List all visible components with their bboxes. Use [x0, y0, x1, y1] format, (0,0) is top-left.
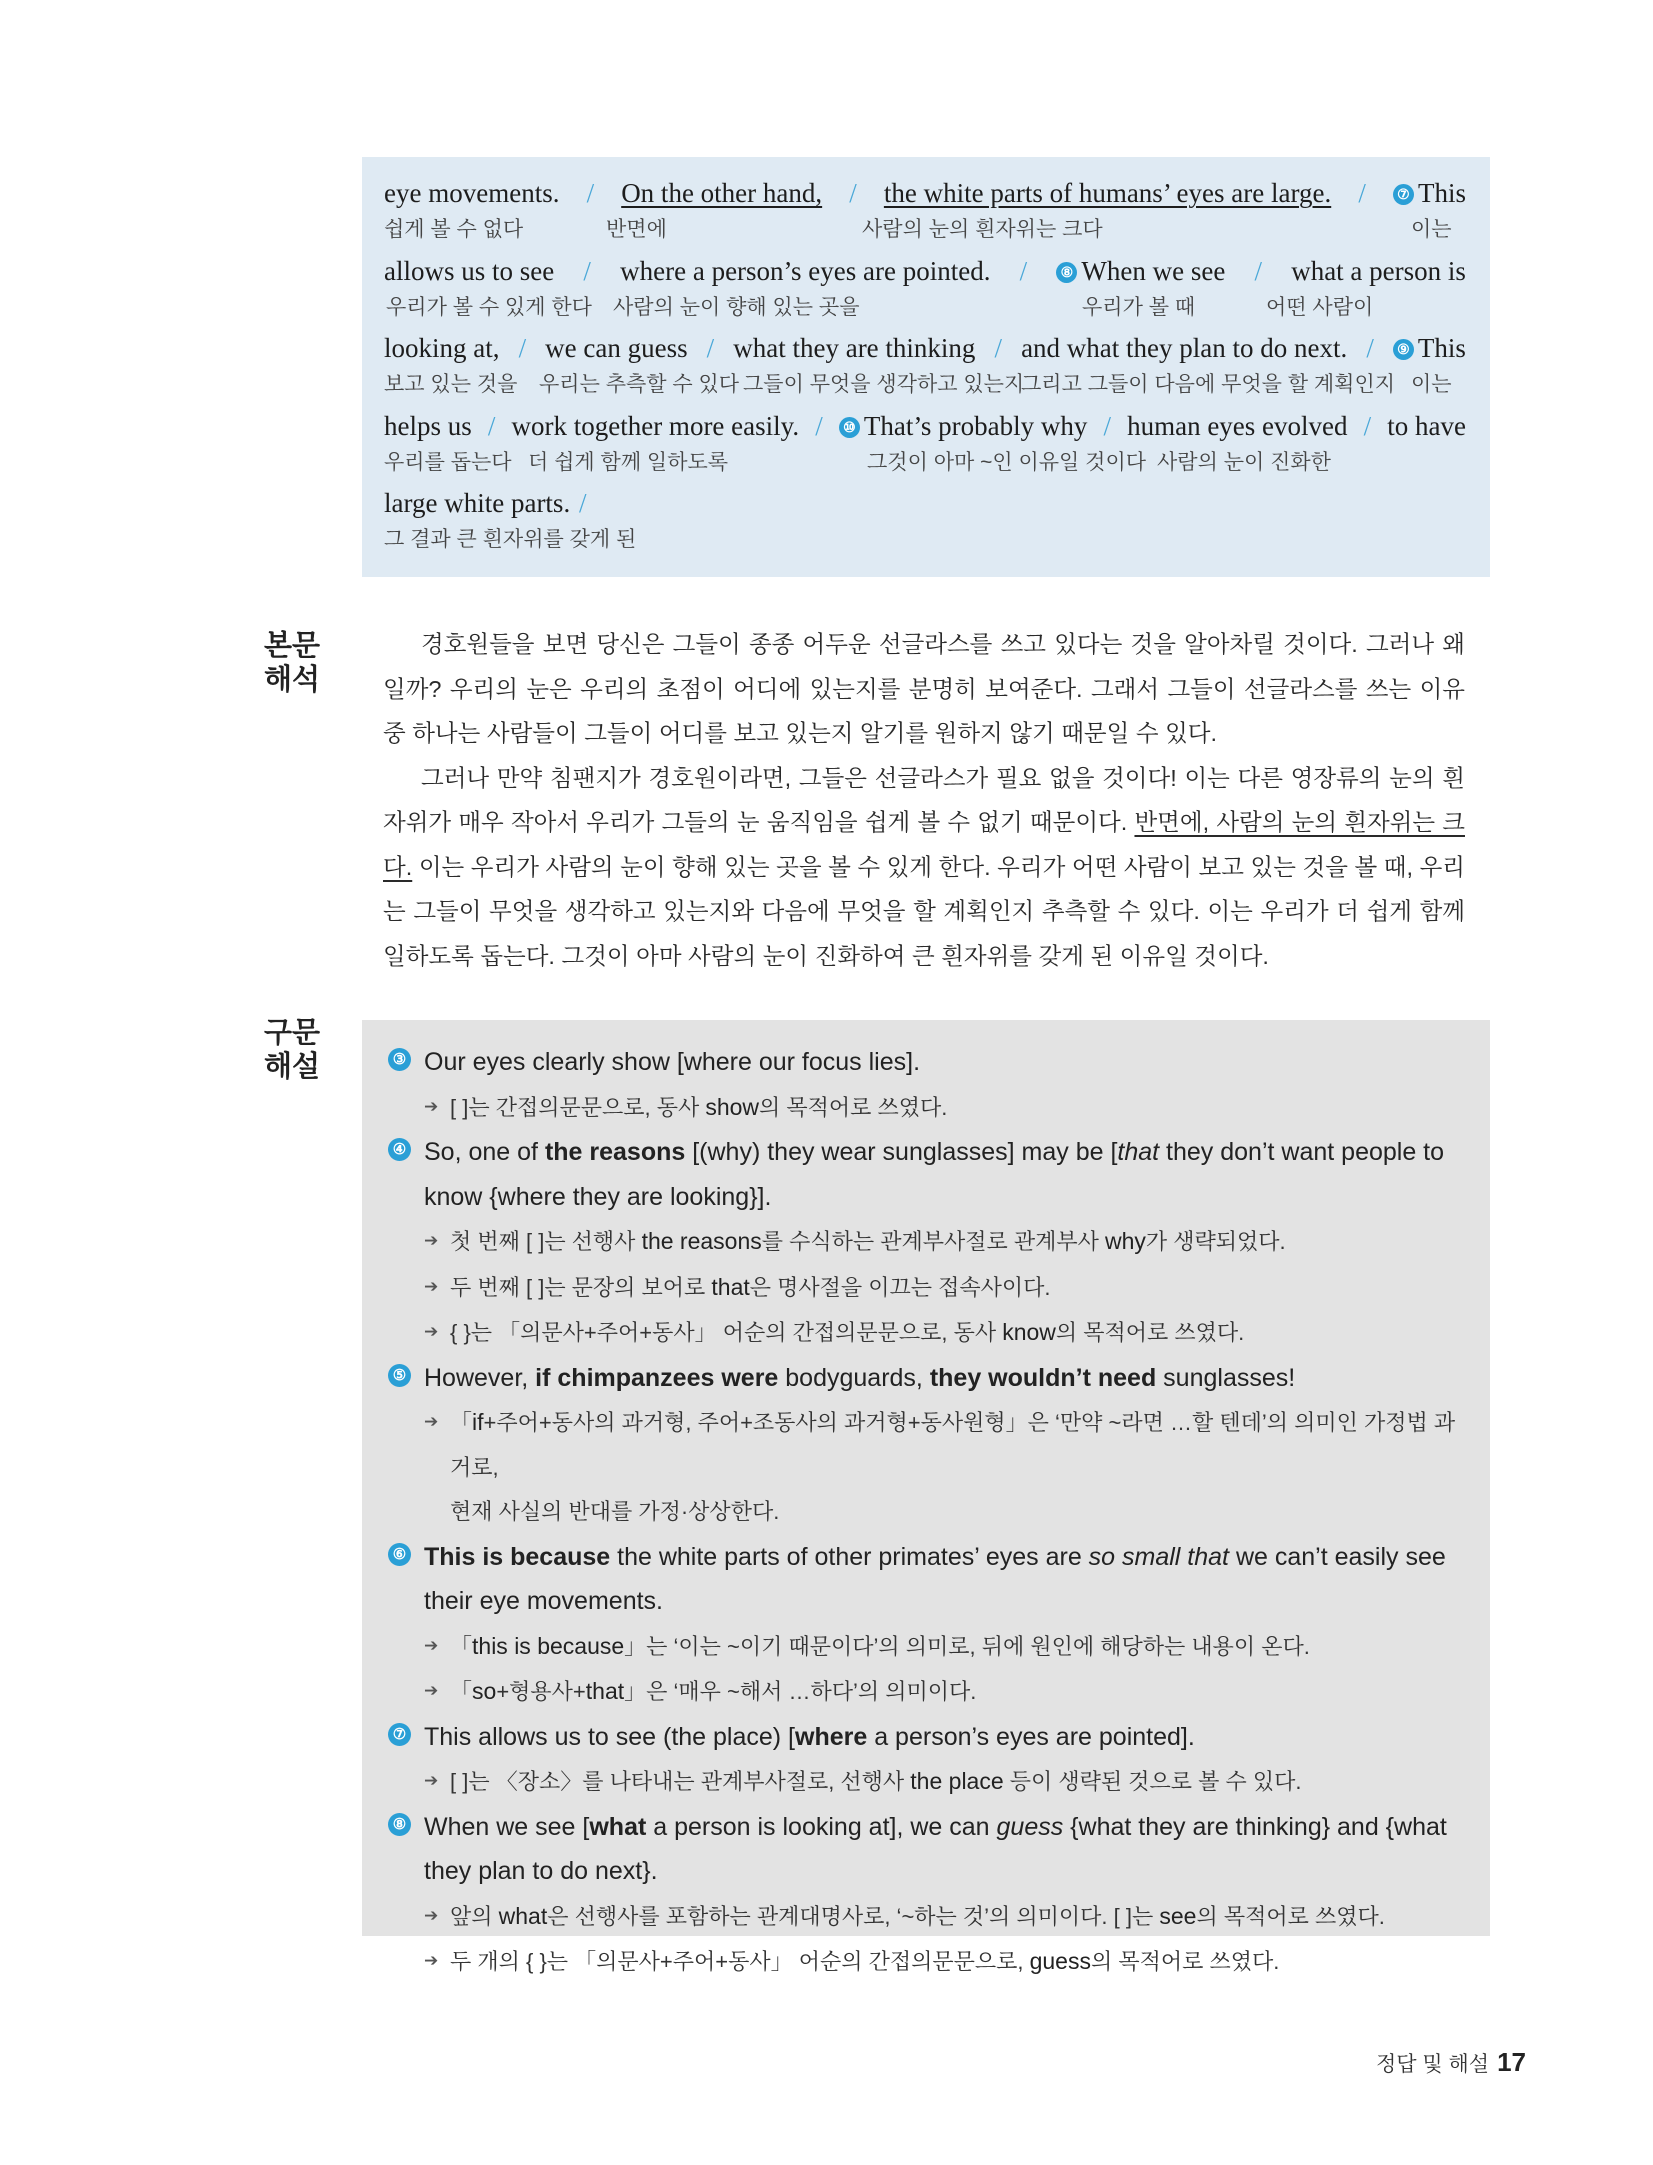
chunk-gloss: 보고 있는 것을 [384, 373, 518, 396]
translation-text: 이는 우리가 사람의 눈이 향해 있는 곳을 볼 수 있게 한다. 우리가 어떤 사람이 보고 있는 것을 볼 때, 우리는 그들이 무엇을 생각하고 있는지와 다음에 무엇을 할 계획인지 추측할 수 있다. 이는 우리가 더 쉽게 함께 일하도록 돕는다. 그것이 아마 사람의 눈이 진화하여 큰 흰자위를 갖게 된 이유일 것이다. [383, 853, 1465, 969]
chunk-slash: / [586, 178, 595, 208]
chunk-text: work together more easily. [511, 410, 800, 441]
chunk-english [384, 253, 1466, 289]
chunk-text: That’s probably why [863, 410, 1088, 441]
grammar-note: ➔ [ ]는 간접의문문으로, 동사 show의 목적어로 쓰였다. [424, 1085, 1468, 1131]
heading-line: 해석 [264, 664, 321, 696]
translation-text-underlined: 반면에, 사람의 눈의 흰자위는 크다. [383, 809, 1465, 880]
sentence-number-badge: ④ [388, 1138, 411, 1161]
heading-line: 본문 [264, 630, 321, 662]
chunk-korean [384, 211, 1466, 239]
grammar-item-5 [388, 1356, 1468, 1535]
grammar-item-4 [388, 1130, 1468, 1356]
chunk-text: helps us [384, 410, 472, 441]
grammar-item-3 [388, 1040, 1468, 1130]
chunk-text: This [1417, 333, 1466, 363]
chunk-text: where a person’s eyes are pointed. [620, 255, 991, 286]
chunk-gloss: 쉽게 볼 수 없다 [384, 218, 524, 241]
chunk-slash: / [994, 333, 1002, 363]
grammar-sentence: This is because the white parts of other primates’ eyes are so small that we can’t easily see their eye movements. [424, 1542, 1446, 1615]
heading-line: 해설 [264, 1051, 321, 1083]
chunk-gloss: 어떤 사람이 [1266, 295, 1374, 319]
chunk-korean [384, 521, 1466, 549]
chunk-slash: / [1358, 178, 1366, 208]
chunk-line [384, 330, 1466, 408]
chunk-gloss: 우리가 볼 때 [1082, 295, 1196, 319]
chunk-text: we can guess [545, 333, 688, 363]
chunk-gloss: 사람의 눈이 향해 있는 곳을 [613, 295, 860, 319]
grammar-heading [264, 1016, 324, 1084]
translation-heading [264, 629, 324, 697]
heading-line: 구문 [264, 1017, 321, 1049]
grammar-note: ➔ [ ]는 〈장소〉를 나타내는 관계부사절로, 선행사 the place 등이 생략된 것으로 볼 수 있다. [424, 1759, 1468, 1805]
grammar-sentence: When we see [what a person is looking at], we can guess {what they are thinking} and {what they plan to do next}. [424, 1812, 1447, 1885]
chunk-slash: / [1363, 410, 1372, 441]
grammar-sentence: So, one of the reasons [(why) they wear sunglasses] may be [that they don’t want people to know {where they are looking}]. [424, 1138, 1445, 1211]
chunk-gloss: 그들이 무엇을 생각하고 있는지 [743, 373, 1025, 396]
grammar-sentence: However, if chimpanzees were bodyguards, they wouldn’t need sunglasses! [424, 1363, 1296, 1392]
translation-body [383, 622, 1465, 978]
chunk-text: and what they plan to do next. [1021, 333, 1348, 363]
chunk-english [384, 175, 1466, 211]
chunk-gloss: 우리를 돕는다 [384, 450, 512, 474]
chunk-slash: / [583, 255, 591, 286]
chunk-text: eye movements. [384, 178, 560, 208]
chunk-slash: / [1103, 410, 1111, 441]
chunk-slash: / [518, 333, 527, 363]
chunk-text-underlined: On the other hand, [621, 178, 823, 208]
sentence-number-badge: ③ [388, 1048, 411, 1071]
grammar-sentence: This allows us to see (the place) [where a person’s eyes are pointed]. [424, 1722, 1195, 1751]
grammar-sentence: Our eyes clearly show [where our focus lies]. [424, 1048, 921, 1076]
chunk-slash: / [849, 178, 857, 208]
chunk-slash: / [815, 410, 823, 441]
chunk-slash: / [1019, 255, 1028, 286]
sentence-number-badge: ⑥ [388, 1543, 411, 1566]
translation-paragraph: 경호원들을 보면 당신은 그들이 종종 어두운 선글라스를 쓰고 있다는 것을 알아차릴 것이다. 그러나 왜일까? 우리의 눈은 우리의 초점이 어디에 있는지를 분명히 보여준다. 그래서 그들이 선글라스를 쓰는 이유 중 하나는 사람들이 그들이 어디를 보고 있는지 알기를 원하지 않기 때문일 수 있다. [383, 631, 1465, 746]
sentence-number-badge: ⑦ [388, 1723, 411, 1746]
chunk-text: to have [1387, 410, 1466, 441]
chunk-slash: / [706, 333, 715, 363]
translation-paragraph [383, 756, 1465, 979]
chunk-english [384, 485, 1466, 521]
sentence-7-start [1393, 175, 1466, 211]
chunk-text: what a person is [1291, 255, 1466, 286]
chunk-gloss: 반면에 [606, 218, 667, 241]
sentence-number-badge: ⑧ [388, 1813, 411, 1836]
sentence-9-start [1393, 330, 1466, 366]
grammar-note: ➔ 「this is because」는 ‘이는 ~이기 때문이다’의 의미로, 뒤에 원인에 해당하는 내용이 온다. [424, 1624, 1468, 1670]
chunk-gloss: 우리는 추측할 수 있다 [539, 373, 740, 396]
chunk-korean [384, 289, 1466, 317]
chunk-text: When we see [1081, 255, 1226, 286]
chunk-slash: / [578, 488, 587, 518]
sentence-number-badge: ⑦ [1393, 184, 1414, 205]
chunk-korean [384, 366, 1466, 394]
grammar-item-6 [388, 1535, 1468, 1715]
chunk-gloss: 그것이 아마 ~인 이유일 것이다 [867, 450, 1147, 474]
sentence-number-badge: ⑧ [1056, 262, 1077, 283]
footer-label: 정답 및 해설 [1375, 2053, 1490, 2076]
grammar-note: ➔ 두 번째 [ ]는 문장의 보어로 that은 명사절을 이끄는 접속사이다. [424, 1265, 1468, 1311]
grammar-note: ➔ 앞의 what은 선행사를 포함하는 관계대명사로, ‘~하는 것’의 의미이다. [ ]는 see의 목적어로 쓰였다. [424, 1894, 1468, 1940]
sentence-8-start [1056, 253, 1225, 289]
chunk-line [384, 175, 1466, 253]
grammar-item-7 [388, 1715, 1468, 1805]
chunk-text: allows us to see [384, 255, 555, 286]
grammar-notes-box [362, 1020, 1490, 1974]
chunk-english [384, 408, 1466, 444]
sentence-10-start [839, 408, 1087, 444]
chunk-gloss: 사람의 눈의 흰자위는 크다 [862, 218, 1103, 241]
grammar-item-8 [388, 1805, 1468, 1985]
chunk-gloss: 더 쉽게 함께 일하도록 [528, 450, 729, 474]
grammar-note: ➔ 두 개의 { }는 「의문사+주어+동사」 어순의 간접의문문으로, guess의 목적어로 쓰였다. [424, 1939, 1468, 1985]
chunk-korean [384, 444, 1466, 472]
chunk-line [384, 485, 1466, 563]
sentence-number-badge: ⑩ [839, 417, 860, 438]
chunk-slash: / [1366, 333, 1374, 363]
chunk-gloss: 이는 [1411, 373, 1452, 396]
chunk-gloss: 이는 [1411, 218, 1452, 241]
grammar-note: ➔ 첫 번째 [ ]는 선행사 the reasons를 수식하는 관계부사절로 관계부사 why가 생략되었다. [424, 1219, 1468, 1265]
chunk-text: large white parts. [384, 488, 571, 518]
chunk-gloss: 그 결과 큰 흰자위를 갖게 된 [384, 528, 637, 551]
chunk-text: what they are thinking [733, 333, 976, 363]
translation-text: 그러나 만약 침팬지가 경호원이라면, 그들은 선글라스가 필요 없을 것이다! 이는 다른 영장류의 눈의 흰자위가 매우 작아서 우리가 그들의 눈 움직임을 쉽게 볼 수 없기 때문이다. [383, 764, 1465, 835]
chunk-english [384, 330, 1466, 366]
sentence-number-badge: ⑨ [1393, 339, 1414, 360]
chunk-line [384, 408, 1466, 486]
chunk-text: This [1417, 178, 1466, 208]
sentence-number-badge: ⑤ [388, 1364, 411, 1387]
chunk-line [384, 253, 1466, 331]
page-number: 17 [1497, 2047, 1526, 2077]
chunk-gloss: 사람의 눈이 진화한 [1157, 450, 1331, 474]
chunk-gloss: 우리가 볼 수 있게 한다 [386, 295, 592, 319]
grammar-note: ➔ 「if+주어+동사의 과거형, 주어+조동사의 과거형+동사원형」은 ‘만약 ~라면 …할 텐데’의 의미인 가정법 과거로, 현재 사실의 반대를 가정·상상한다. [424, 1400, 1468, 1535]
page-footer [1376, 2047, 1526, 2078]
chunk-reading-box [362, 157, 1490, 577]
chunk-gloss: 그리고 그들이 다음에 무엇을 할 계획인지 [1021, 373, 1396, 396]
grammar-note: ➔ { }는 「의문사+주어+동사」 어순의 간접의문문으로, 동사 know의 목적어로 쓰였다. [424, 1310, 1468, 1356]
chunk-slash: / [1254, 255, 1263, 286]
chunk-slash: / [487, 410, 496, 441]
chunk-text: looking at, [384, 333, 500, 363]
chunk-text: human eyes evolved [1127, 410, 1348, 441]
grammar-note: ➔ 「so+형용사+that」은 ‘매우 ~해서 …하다’의 의미이다. [424, 1669, 1468, 1715]
chunk-text-underlined: the white parts of humans’ eyes are large. [883, 178, 1332, 208]
